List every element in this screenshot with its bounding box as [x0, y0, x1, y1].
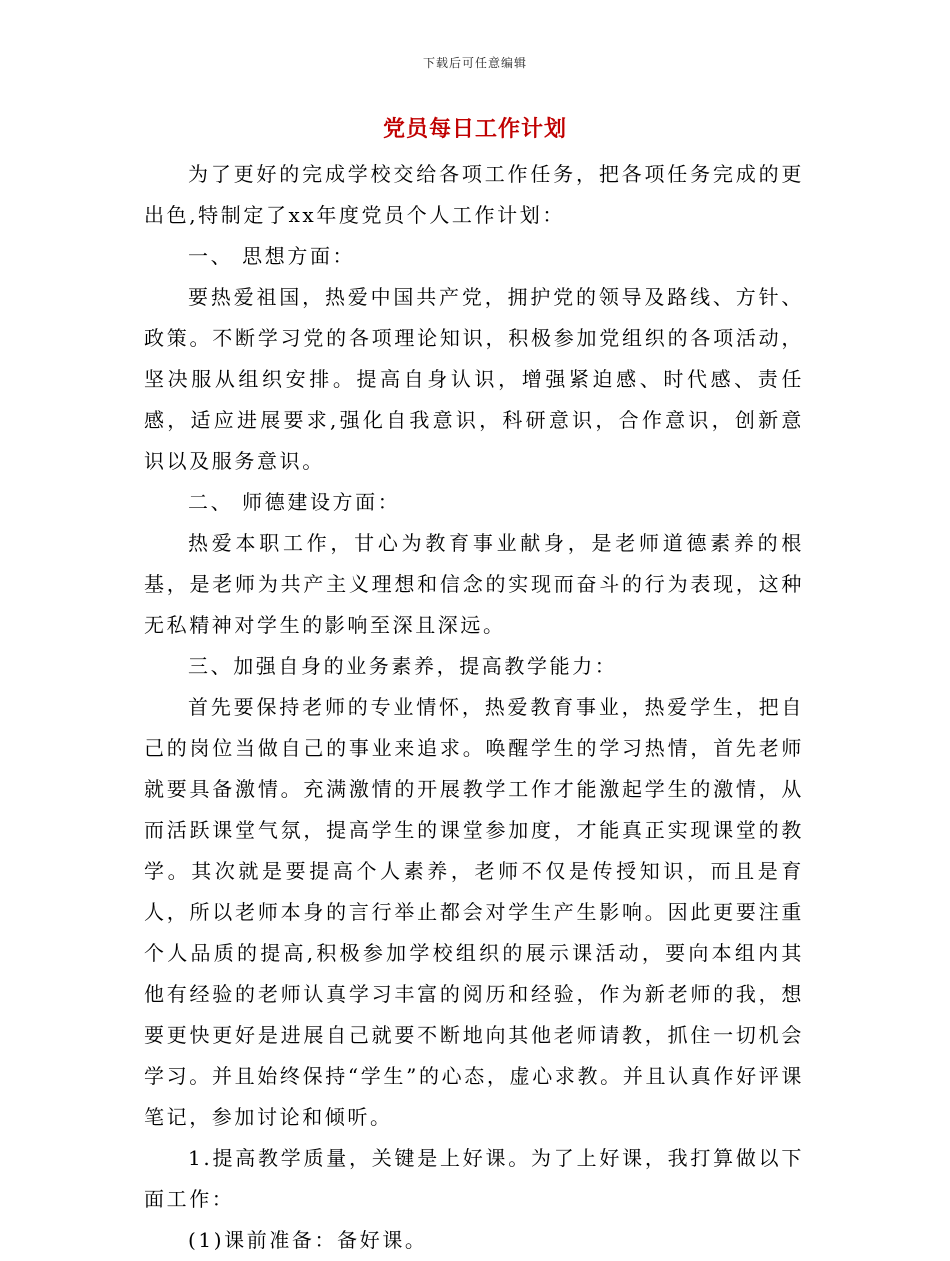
paragraph-section-1: 要热爱祖国，热爱中国共产党，拥护党的领导及路线、方针、政策。不断学习党的各项理论知识，积极参加党组织的各项活动，坚决服从组织安排。提高自身认识，增强紧迫感、时代感、责任感，适应进展要求,强化自我意识，科研意识，合作意识，创新意识以及服务意识。: [144, 285, 804, 473]
paragraph-section-3: 首先要保持老师的专业情怀，热爱教育事业，热爱学生，把自己的岗位当做自己的事业来追求。唤醒学生的学习热情，首先老师就要具备激情。充满激情的开展教学工作才能激起学生的激情，从而活跃课堂气氛，提高学生的课堂参加度，才能真正实现课堂的教学。其次就是要提高个人素养，老师不仅是传授知识，而且是育人，所以老师本身的言行举止都会对学生产生影响。因此更要注重个人品质的提高,积极参加学校组织的展示课活动，要向本组内其他有经验的老师认真学习丰富的阅历和经验，作为新老师的我，想要更快更好是进展自己就要不断地向其他老师请教，抓住一切机会学习。并且始终保持“学生”的心态，虚心求教。并且认真作好评课笔记，参加讨论和倾听。: [144, 695, 804, 1129]
header-note: 下载后可任意编辑: [422, 56, 527, 70]
section-heading-3: 三、加强自身的业务素养，提高教学能力：: [188, 654, 618, 678]
paragraph-section-2: 热爱本职工作，甘心为教育事业献身，是老师道德素养的根基，是老师为共产主义理想和信念的实现而奋斗的行为表现，这种无私精神对学生的影响至深且深远。: [144, 531, 804, 637]
document-title: 党员每日工作计划: [382, 116, 567, 142]
paragraph-item-1: 1.提高教学质量，关键是上好课。为了上好课，我打算做以下面工作：: [144, 1146, 804, 1211]
document-body: [144, 154, 804, 1261]
section-heading-1: 一、 思想方面：: [188, 244, 356, 268]
paragraph-subitem-1: (1)课前准备：备好课。: [188, 1228, 428, 1252]
section-heading-2: 二、 师德建设方面：: [188, 490, 401, 514]
paragraph-intro: 为了更好的完成学校交给各项工作任务，把各项任务完成的更出色,特制定了xx年度党员个人工作计划：: [144, 162, 804, 227]
